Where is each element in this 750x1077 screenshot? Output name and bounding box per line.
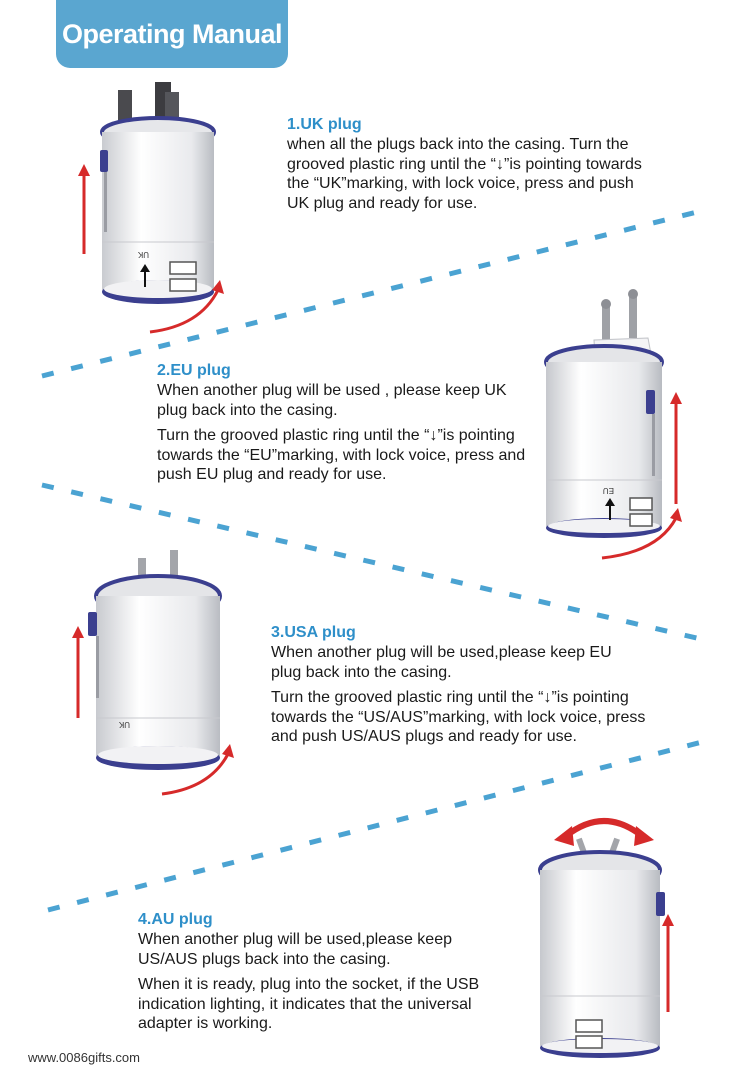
usa-adapter-illustration: [70, 548, 250, 803]
section-uk: [287, 116, 657, 219]
section-text-eu-1: When another plug will be used , please keep UK plug back into the casing.: [157, 382, 507, 419]
uk-adapter-illustration: [70, 82, 250, 342]
section-usa: [271, 624, 646, 753]
section-text-uk-1: when all the plugs back into the casing. Turn the grooved plastic ring until the “↓”is pointing towards the “UK”marking, with lock voice, press and push UK plug and ready for use.: [287, 136, 642, 212]
section-text-usa-1: When another plug will be used,please keep EU plug back into the casing.: [271, 644, 612, 681]
section-text-au-1: When another plug will be used,please keep US/AUS plugs back into the casing.: [138, 931, 452, 968]
section-eu: [157, 362, 532, 491]
eu-adapter-illustration: [536, 290, 696, 560]
section-text-eu-2: Turn the grooved plastic ring until the “↓”is pointing towards the “EU”marking, with lock voice, press and push EU plug and ready for use.: [157, 427, 526, 483]
section-title-uk: 1.UK plug: [287, 116, 362, 133]
eu-marking-label: EU: [602, 486, 614, 495]
section-title-usa: 3.USA plug: [271, 624, 356, 641]
section-text-usa-2: Turn the grooved plastic ring until the “↓”is pointing towards the “US/AUS”marking, with lock voice, press and push US/AUS plugs and ready for use.: [271, 689, 646, 745]
page-title: Operating Manual: [61, 18, 283, 49]
au-adapter-illustration: [536, 806, 696, 1066]
footer-website: www.0086gifts.com: [28, 1050, 140, 1065]
section-text-au-2: When it is ready, plug into the socket, if the USB indication lighting, it indicates that the universal adapter is working.: [138, 976, 480, 1032]
usa-uk-marking-label: UK: [118, 720, 130, 729]
section-au: [138, 911, 513, 1040]
section-title-au: 4.AU plug: [138, 911, 213, 928]
uk-marking-label: UK: [137, 250, 149, 259]
section-title-eu: 2.EU plug: [157, 362, 231, 379]
